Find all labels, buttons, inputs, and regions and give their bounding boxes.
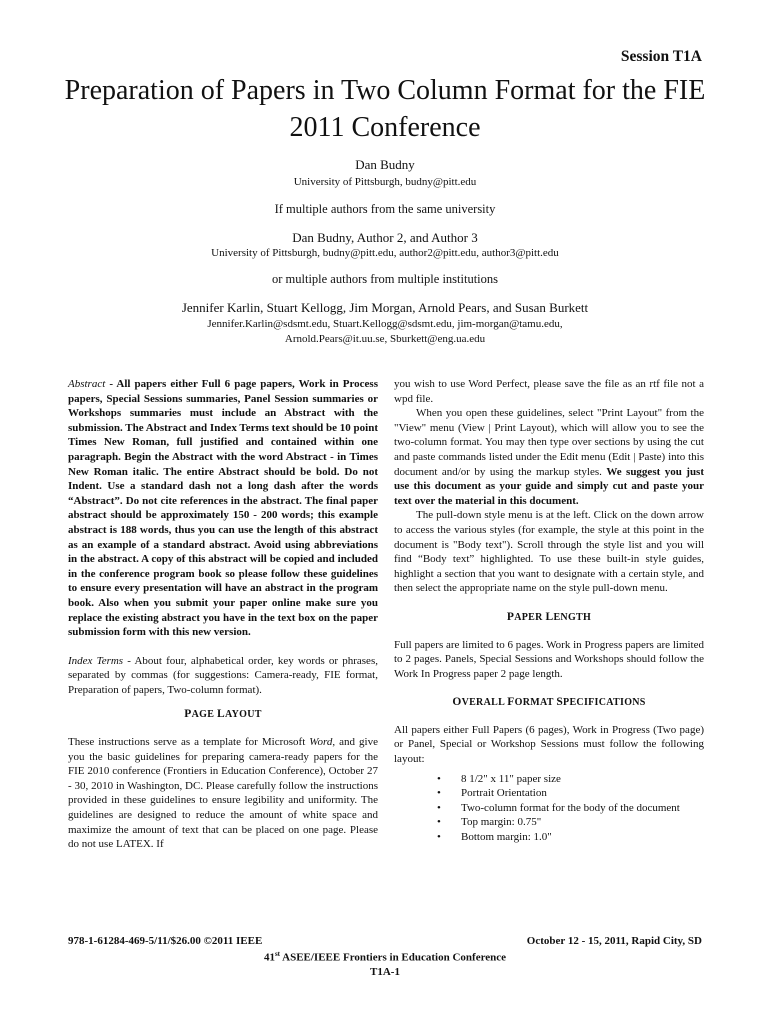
author-single-name: Dan Budny: [355, 157, 415, 172]
bullet-icon: •: [437, 772, 441, 785]
page-layout-heading: PAGE LAYOUT: [184, 708, 262, 721]
note-same-university: If multiple authors from the same university: [274, 202, 496, 216]
footer-conference-name: 41st ASEE/IEEE Frontiers in Education Conference: [263, 950, 507, 964]
abstract-text: - All papers either Full 6 page papers, Work in Process papers, Special Sessions summaries, Panel Session summaries or Workshops summaries must include an Abstract with the submission. The Abstract and Index Terms text should be 10 point Times New Roman, full justified and contained within one paragraph. Begin the Abstract with the word Abstract - in Times New Roman italic. The entire Abstract should be bold. Do not Indent. Use a standard dash not a long dash after the words “Abstract”. Do not cite references in the abstract. The final paper abstract should be approximately 150 - 200 words; this example abstract is 188 words, thus you can use the length of this abstract as an example of a standard abstract. Avoid using abbreviations in the abstract. A copy of this abstract will be copied and included in the conference program book so please follow these guidelines to ensure every presentation will have an abstract in the program book. Also when you submit your paper online make sure you replace the existing abstract you have in the text box on the paper submission form with this new version.: [68, 378, 379, 639]
overall-format-text: All papers either Full Papers (6 pages), Work in Progress (Two page) or Panel, Special or Workshop Sessions must follow the following layout:: [394, 723, 704, 766]
overall-format-heading: OVERALL FORMAT SPECIFICATIONS: [452, 696, 646, 709]
footer-conference-dates: October 12 - 15, 2011, Rapid City, SD: [526, 935, 702, 947]
abstract-label: Abstract: [68, 378, 106, 390]
rtf-continuation: you wish to use Word Perfect, please save the file as an rtf file not a wpd file.: [394, 378, 704, 405]
author-single-affiliation: University of Pittsburgh, budny@pitt.edu: [293, 176, 477, 188]
authors-multi-emails-line1: Jennifer.Karlin@sdsmt.edu, Stuart.Kellogg@sdsmt.edu, jim-morgan@tamu.edu,: [207, 318, 563, 330]
footer-copyright: 978-1-61284-469-5/11/$26.00 ©2011 IEEE: [68, 935, 263, 947]
list-item: • Bottom margin: 1.0": [437, 831, 552, 844]
index-terms-paragraph: [68, 654, 378, 698]
bullet-icon: •: [437, 787, 441, 800]
list-item: • Portrait Orientation: [437, 787, 547, 800]
session-label: Session T1A: [620, 48, 702, 65]
right-column: [394, 377, 704, 845]
bullet-icon: •: [437, 831, 441, 844]
bullet-icon: •: [437, 816, 441, 829]
authors-same-names: Dan Budny, Author 2, and Author 3: [292, 230, 478, 245]
abstract-paragraph: [68, 377, 378, 640]
print-layout-paragraph: When you open these guidelines, select "Print Layout" from the "View" menu (View | Print Layout), which will allow you to see the two-column format. You may then type over sections by using the cut and paste commands listed under the Edit menu (Edit | Paste) into this document and/or by using the markup styles. We suggest you just use this document as your guide and simply cut and paste your text over the material in this document.: [394, 407, 705, 507]
bullet-icon: •: [437, 801, 441, 814]
paper-length-heading: PAPER LENGTH: [506, 610, 592, 623]
footer-page-number: T1A-1: [370, 966, 400, 978]
note-multiple-institutions: or multiple authors from multiple institutions: [271, 272, 499, 286]
authors-same-affiliation: University of Pittsburgh, budny@pitt.edu, author2@pitt.edu, author3@pitt.edu: [211, 247, 559, 259]
index-terms-label: Index Terms: [68, 654, 124, 667]
page-layout-text: These instructions serve as a template for Microsoft Word, and give you the basic guidelines for preparing camera-ready papers for the FIE 2010 conference (Frontiers in Education Conference), October 27 - 30, 2010 in Washington, DC. Please carefully follow the instructions provided in these guidelines to ensure legibility and uniformity. The guidelines are designed to reduce the amount of white space and maximize the amount of text that can be placed on one page. Please do not use LATEX. If: [68, 736, 378, 851]
list-item: • Two-column format for the body of the document: [437, 801, 680, 814]
list-item: • Top margin: 0.75": [437, 816, 542, 829]
style-menu-paragraph: The pull-down style menu is at the left. Click on the down arrow to access the various styles (for example, the style at this point in the document is "Body text"). Scroll through the style list and you will find “Body text” highlighted. To use these built-in style guides, highlight a section that you want to designate with a certain style, and then select the appropriate name on the style pull-down menu.: [394, 509, 704, 595]
authors-multi-emails-line2: Arnold.Pears@it.uu.se, Sburkett@eng.ua.edu: [284, 333, 486, 345]
paper-length-text: Full papers are limited to 6 pages. Work in Progress papers are limited to 2 pages. Panels, Special Sessions and Workshops should follow the Work In Progress paper 2 page length.: [394, 638, 704, 680]
format-bullet-list: [394, 772, 704, 845]
paper-title: Preparation of Papers in Two Column Format for the FIE 2011 Conference: [64, 75, 706, 143]
index-terms-text: - About four, alphabetical order, key words or phrases, separated by commas (for suggestions: Camera-ready, FIE format, Preparation of papers, Two-column format).: [68, 654, 378, 696]
list-item: • 8 1/2" x 11" paper size: [437, 772, 561, 785]
authors-multi-names: Jennifer Karlin, Stuart Kellogg, Jim Morgan, Arnold Pears, and Susan Burkett: [181, 300, 589, 315]
left-column: [68, 377, 378, 852]
